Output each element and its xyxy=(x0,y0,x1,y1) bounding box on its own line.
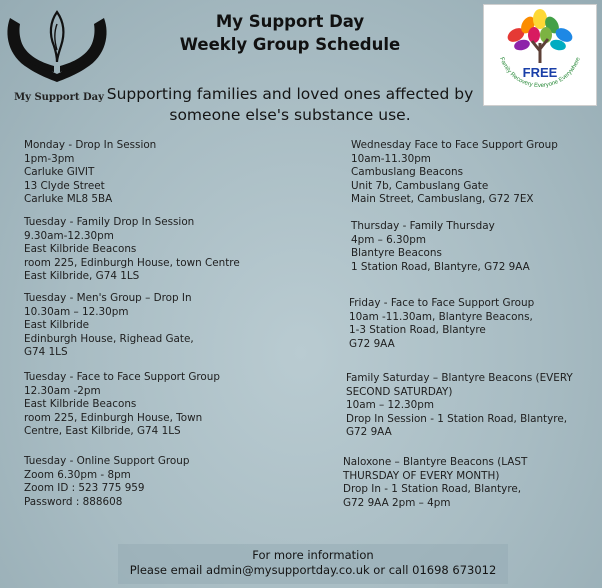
footer-contact-line: Please email admin@mysupportday.co.uk or call 01698 673012 xyxy=(129,563,497,577)
free-logo xyxy=(483,4,597,106)
schedule-line: Carluke GIVIT xyxy=(24,166,95,179)
schedule-line: Unit 7b, Cambuslang Gate xyxy=(351,179,489,192)
schedule-line: G72 9AA xyxy=(346,426,392,439)
schedule-line: Blantyre Beacons xyxy=(351,247,442,260)
subtitle-line-2: someone else's substance use. xyxy=(169,106,411,124)
schedule-title: Friday - Face to Face Support Group xyxy=(349,297,535,309)
schedule-title: Family Saturday – Blantyre Beacons (EVERY xyxy=(346,372,573,384)
schedule-title: Tuesday - Family Drop In Session xyxy=(24,216,195,228)
schedule-line: 10.30am – 12.30pm xyxy=(24,305,129,318)
free-badge-text: FREE xyxy=(522,65,558,80)
schedule-item-tuesday-face-to-face xyxy=(24,371,220,439)
schedule-line: 10am-11.30pm xyxy=(351,152,431,165)
schedule-line: East Kilbride, G74 1LS xyxy=(24,270,140,283)
page-title xyxy=(150,10,430,56)
schedule-title: Naloxone – Blantyre Beacons (LAST xyxy=(343,456,528,468)
title-line-1: My Support Day xyxy=(215,12,365,31)
schedule-line: room 225, Edinburgh House, Town xyxy=(24,411,203,424)
schedule-item-tuesday-mens xyxy=(24,292,194,360)
schedule-item-thursday xyxy=(351,220,530,274)
schedule-item-saturday xyxy=(346,372,573,440)
schedule-title: Tuesday - Face to Face Support Group xyxy=(24,371,220,383)
schedule-line: room 225, Edinburgh House, town Centre xyxy=(24,256,240,269)
schedule-title: Tuesday - Online Support Group xyxy=(24,455,190,467)
contact-footer xyxy=(118,544,508,584)
schedule-item-naloxone xyxy=(343,456,527,510)
schedule-item-wednesday xyxy=(351,139,558,207)
schedule-line: 1 Station Road, Blantyre, G72 9AA xyxy=(351,260,530,273)
subtitle-line-1: Supporting families and loved ones affected by xyxy=(106,85,474,103)
tree-icon xyxy=(484,5,596,105)
free-badge-arc-text: Family Recovery Everyone Everywhere xyxy=(498,56,582,90)
schedule-item-monday xyxy=(24,139,156,207)
schedule-line: 13 Clyde Street xyxy=(24,179,105,192)
schedule-line: 1pm-3pm xyxy=(24,152,75,165)
title-line-2: Weekly Group Schedule xyxy=(179,35,401,54)
schedule-item-friday xyxy=(349,297,534,351)
schedule-line: 10am – 12.30pm xyxy=(346,399,434,412)
schedule-line: SECOND SATURDAY) xyxy=(346,385,453,398)
schedule-line: Edinburgh House, Righead Gate, xyxy=(24,332,194,345)
schedule-title: Wednesday Face to Face Support Group xyxy=(351,139,558,151)
tree-trunk xyxy=(532,39,548,63)
schedule-line: 9.30am-12.30pm xyxy=(24,229,114,242)
schedule-title: Thursday - Family Thursday xyxy=(351,220,495,232)
schedule-line: Cambuslang Beacons xyxy=(351,166,464,179)
schedule-line: THURSDAY OF EVERY MONTH) xyxy=(343,469,500,482)
schedule-line: East Kilbride xyxy=(24,319,90,332)
schedule-line: G72 9AA xyxy=(349,337,395,350)
schedule-line: 10am -11.30am, Blantyre Beacons, xyxy=(349,310,533,323)
schedule-line: 1-3 Station Road, Blantyre xyxy=(349,324,486,337)
schedule-item-tuesday-online xyxy=(24,455,189,509)
schedule-line: Drop In Session - 1 Station Road, Blantyre, xyxy=(346,412,568,425)
schedule-line: Drop In - 1 Station Road, Blantyre, xyxy=(343,483,522,496)
schedule-line: G72 9AA 2pm – 4pm xyxy=(343,496,451,509)
schedule-line: Zoom 6.30pm - 8pm xyxy=(24,468,131,481)
schedule-line: G74 1LS xyxy=(24,346,68,359)
schedule-line: Centre, East Kilbride, G74 1LS xyxy=(24,425,181,438)
page-subtitle xyxy=(100,84,480,126)
schedule-line: Carluke ML8 5BA xyxy=(24,193,113,206)
schedule-line: Password : 888608 xyxy=(24,495,123,508)
brand-name: My Support Day xyxy=(14,92,104,103)
schedule-line: 12.30am -2pm xyxy=(24,384,101,397)
my-support-day-logo xyxy=(2,4,112,104)
schedule-title: Monday - Drop In Session xyxy=(24,139,157,151)
hands-icon xyxy=(2,4,112,94)
schedule-title: Tuesday - Men's Group – Drop In xyxy=(24,292,192,304)
schedule-line: 4pm – 6.30pm xyxy=(351,233,426,246)
schedule-item-tuesday-family xyxy=(24,216,240,284)
schedule-line: Main Street, Cambuslang, G72 7EX xyxy=(351,193,534,206)
schedule-line: East Kilbride Beacons xyxy=(24,398,137,411)
schedule-line: East Kilbride Beacons xyxy=(24,243,137,256)
footer-line-1: For more information xyxy=(252,548,374,562)
schedule-line: Zoom ID : 523 775 959 xyxy=(24,482,145,495)
